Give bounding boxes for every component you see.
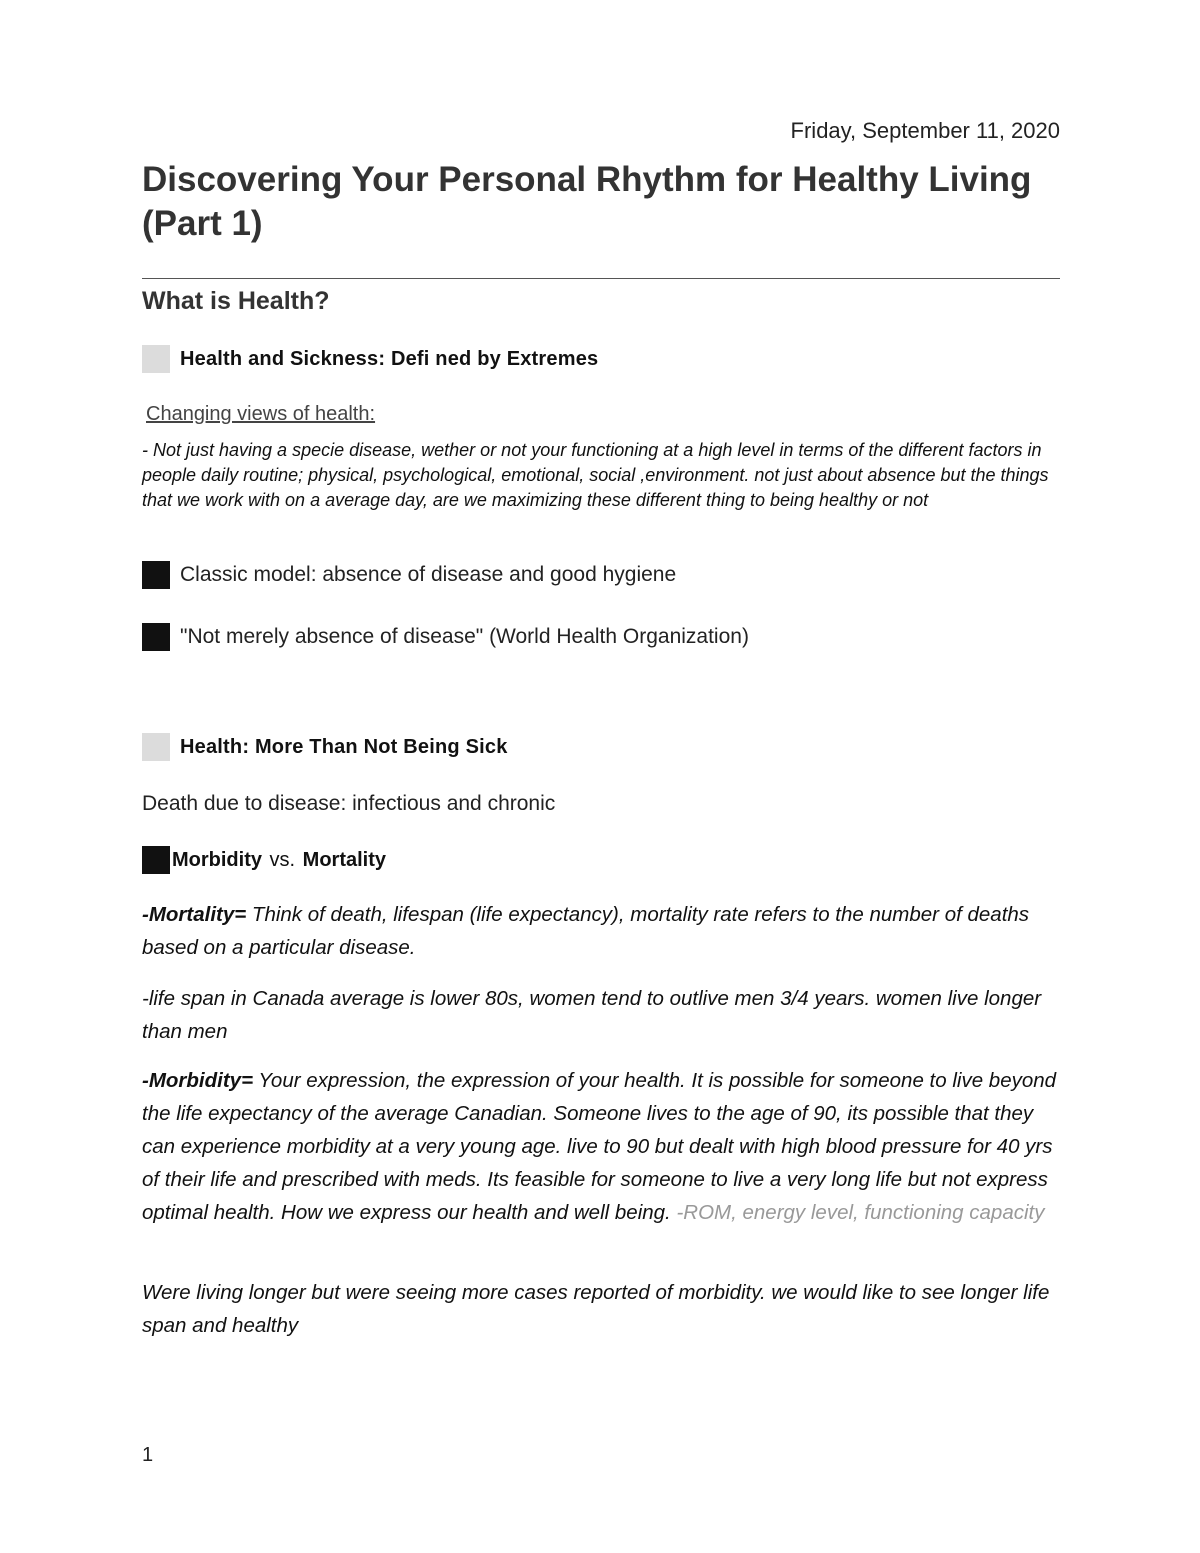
bullet-text: "Not merely absence of disease" (World Health Organization)	[180, 625, 749, 648]
morbidity-grey-note: -ROM, energy level, functioning capacity	[676, 1201, 1045, 1224]
morbidity-term: -Morbidity=	[142, 1069, 254, 1092]
light-square-icon	[142, 345, 170, 373]
section-heading: What is Health?	[142, 287, 330, 315]
part1-heading-row	[142, 345, 598, 373]
part2-heading-row	[142, 733, 508, 761]
dark-square-icon	[142, 623, 170, 651]
mortality-term: -Mortality=	[142, 903, 247, 926]
morbidity-text: Your expression, the expression of your health. It is possible for someone to live beyond the life expectancy of the average Canadian. Someone lives to the age of 90, its possible that they can experience morbidity at a very young age. live to 90 but dealt with high blood pressure for 40 yrs of their life and prescribed with meds. Its feasible for someone to live a very long life but not express optimal health. How we express our health and well being.	[142, 1069, 1057, 1224]
title-divider	[142, 278, 1060, 279]
mortality-paragraph	[142, 898, 1067, 964]
part1-subheading: Changing views of health:	[146, 403, 376, 425]
part1-heading: Health and Sickness: Defi ned by Extremes	[180, 347, 599, 370]
dark-square-icon	[142, 846, 170, 874]
mortality-label: Mortality	[302, 848, 387, 871]
lifespan-paragraph: -life span in Canada average is lower 80s, women tend to outlive men 3/4 years. women live longer than men	[142, 987, 1042, 1043]
morbidity-vs-mortality-heading	[142, 846, 386, 874]
document-title: Discovering Your Personal Rhythm for Healthy Living (Part 1)	[142, 160, 1032, 243]
morbidity-paragraph	[142, 1064, 1067, 1229]
bullet-text: Classic model: absence of disease and good hygiene	[180, 563, 677, 586]
death-line: Death due to disease: infectious and chronic	[142, 792, 556, 815]
closing-paragraph: Were living longer but were seeing more cases reported of morbidity. we would like to see longer life span and healthy	[142, 1281, 1050, 1337]
part1-note: - Not just having a specie disease, wether or not your functioning at a high level in terms of the different factors in people daily routine; physical, psychological, emotional, social ,environment. not just about absence but the things that we work with on a average day, are we maximizing these different thing to being healthy or not	[142, 440, 1049, 510]
mortality-text: Think of death, lifespan (life expectancy), mortality rate refers to the number of deaths based on a particular disease.	[142, 903, 1030, 959]
vs-label: vs.	[264, 848, 301, 871]
dark-square-icon	[142, 561, 170, 589]
page-number: 1	[142, 1444, 154, 1466]
bullet-item	[142, 561, 676, 589]
morbidity-label: Morbidity	[172, 848, 262, 871]
document-date: Friday, September 11, 2020	[790, 118, 1060, 143]
part2-heading: Health: More Than Not Being Sick	[180, 735, 508, 758]
bullet-item	[142, 623, 749, 651]
light-square-icon	[142, 733, 170, 761]
